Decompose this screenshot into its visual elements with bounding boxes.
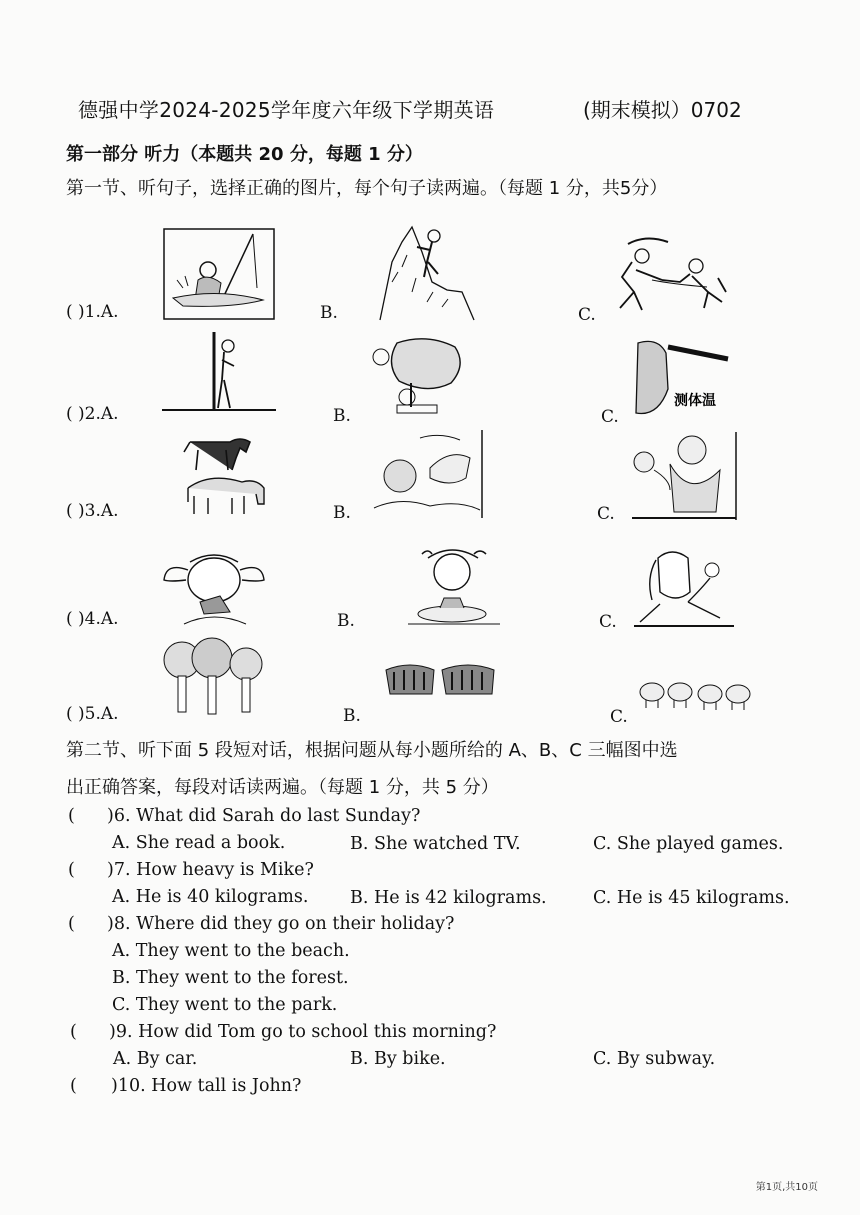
q4-option-c: C.	[599, 612, 617, 632]
q3-option-b: B.	[333, 503, 351, 523]
q5-option-c: C.	[610, 707, 628, 727]
q7-option-b: B. He is 42 kilograms.	[350, 888, 547, 908]
q8-paren: (	[68, 914, 75, 934]
q9-stem: )9. How did Tom go to school this morning?	[109, 1022, 497, 1042]
q1-option-b: B.	[320, 303, 338, 323]
zoo-animals-picture	[370, 428, 486, 520]
q8-stem: )8. Where did they go on their holiday?	[107, 914, 455, 934]
q4-option-b: B.	[337, 611, 355, 631]
q2-option-b: B.	[333, 406, 351, 426]
q6-paren: (	[68, 806, 75, 826]
q3-label: ( )3.A.	[66, 501, 119, 521]
sheep-picture	[638, 676, 754, 712]
q8-option-b: B. They went to the forest.	[112, 968, 349, 988]
q6-option-a: A. She read a book.	[112, 833, 286, 853]
q6-option-c: C. She played games.	[593, 834, 784, 854]
q4-label: ( )4.A.	[66, 609, 119, 629]
q8-option-a: A. They went to the beach.	[112, 941, 350, 961]
tigers-picture	[382, 656, 500, 706]
part1-heading: 第一部分 听力（本题共 20 分，每题 1 分）	[66, 144, 423, 165]
q6-option-b: B. She watched TV.	[350, 834, 521, 854]
section1-heading: 第一节、听句子，选择正确的图片，每个句子读两遍。（每题 1 分，共5分）	[66, 178, 668, 199]
q7-option-c: C. He is 45 kilograms.	[593, 888, 790, 908]
q7-paren: (	[68, 860, 75, 880]
girl-eating-picture	[160, 552, 266, 626]
q9-option-a: A. By car.	[113, 1049, 198, 1069]
q9-option-c: C. By subway.	[593, 1049, 716, 1069]
q5-option-b: B.	[343, 706, 361, 726]
q1-option-c: C.	[578, 305, 596, 325]
q1-label: ( )1.A.	[66, 302, 119, 322]
horse-elephant-picture	[180, 432, 280, 520]
exam-title-suffix: (期末模拟）0702	[583, 98, 742, 122]
q10-stem: )10. How tall is John?	[111, 1076, 302, 1096]
trees-picture	[160, 630, 266, 720]
girl-apple-picture	[630, 548, 736, 630]
panda-picture	[630, 430, 740, 522]
q8-option-c: C. They went to the park.	[112, 995, 338, 1015]
section2-heading-line1: 第二节、听下面 5 段短对话，根据问题从每小题所给的 A、B、C 三幅图中选	[66, 740, 678, 761]
thermometer-picture	[628, 333, 732, 421]
tug-of-war-picture	[612, 232, 734, 316]
q9-option-b: B. By bike.	[350, 1049, 446, 1069]
weighing-picture	[367, 335, 467, 415]
section2-heading-line2: 出正确答案，每段对话读两遍。（每题 1 分，共 5 分）	[66, 777, 499, 798]
q3-option-c: C.	[597, 504, 615, 524]
height-measure-picture	[158, 330, 280, 416]
q7-option-a: A. He is 40 kilograms.	[112, 887, 309, 907]
page-number: 第1页,共10页	[755, 1182, 818, 1193]
climbing-picture	[372, 222, 476, 322]
q2-label: ( )2.A.	[66, 404, 119, 424]
q6-stem: )6. What did Sarah do last Sunday?	[107, 806, 421, 826]
fishing-picture	[163, 228, 275, 320]
thermometer-caption: 测体温	[674, 393, 716, 409]
exam-title: 德强中学2024-2025学年度六年级下学期英语	[78, 98, 495, 122]
q2-option-c: C.	[601, 407, 619, 427]
girl-breakfast-picture	[404, 548, 504, 628]
q5-label: ( )5.A.	[66, 704, 119, 724]
q10-paren: (	[70, 1076, 77, 1096]
q7-stem: )7. How heavy is Mike?	[107, 860, 314, 880]
q9-paren: (	[70, 1022, 77, 1042]
